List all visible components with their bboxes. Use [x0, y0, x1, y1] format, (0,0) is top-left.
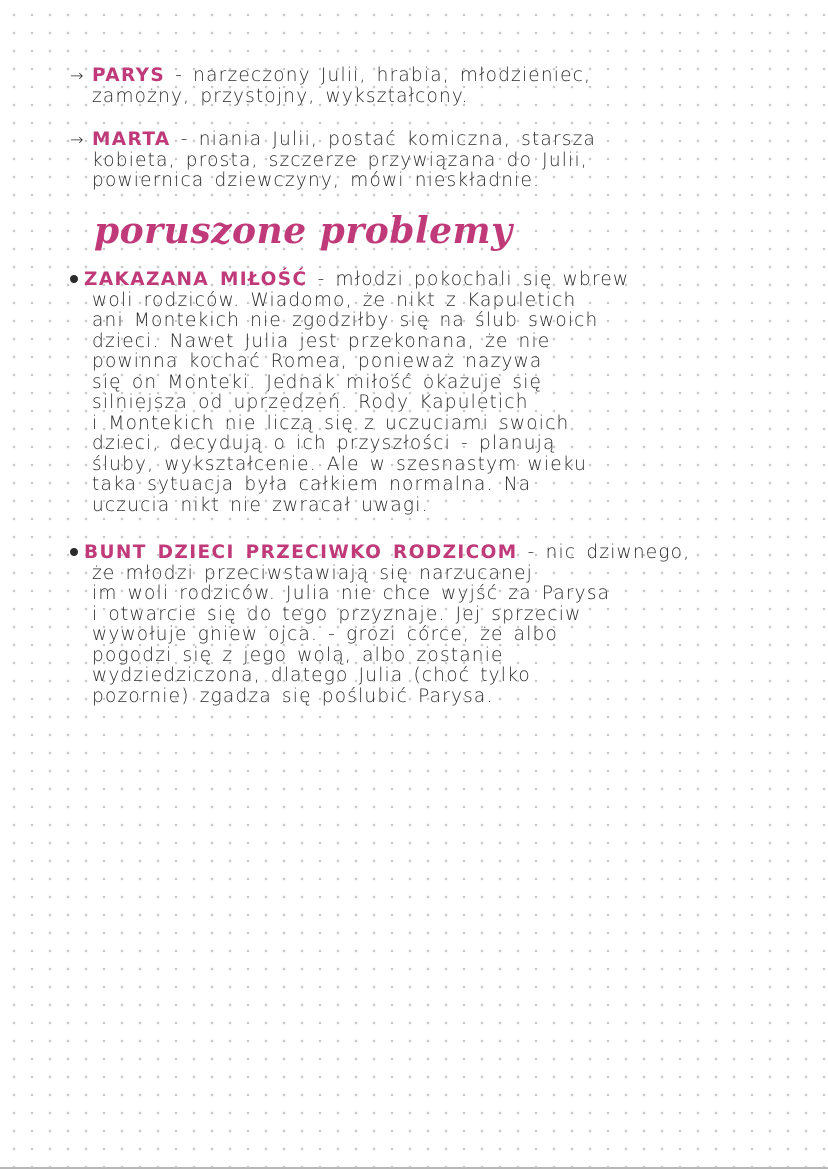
- bunt-term: BUNT DZIECI PRZECIWKO RODZICOM: [84, 542, 518, 563]
- marta-line-1: [70, 130, 770, 151]
- zakazana-line: śluby, wykształcenie. Ale w szesnastym wieku: [92, 453, 588, 475]
- section-heading: poruszone problemy: [94, 210, 513, 252]
- zakazana-line: się on Monteki. Jednak miłość okazuje się: [92, 371, 543, 393]
- zakazana-line: dzieci. Nawet Julia jest przekonana, że nie: [92, 330, 551, 352]
- marta-line-3: powiernica dziewczyny, mówi nieskładnie.: [92, 170, 541, 191]
- arrow-icon: →: [70, 66, 85, 85]
- character-marta: [70, 130, 770, 192]
- zakazana-term: ZAKAZANA MIŁOŚĆ: [84, 269, 308, 290]
- parys-term: PARYS: [92, 65, 166, 86]
- problem-zakazana-milosc: [70, 270, 770, 516]
- bunt-line: pogodzi się z jego wolą, albo zostanie: [92, 644, 504, 666]
- bunt-line-1: [70, 543, 770, 564]
- zakazana-line: woli rodziców. Wiadomo, że nikt z Kapuletich: [92, 289, 577, 311]
- bunt-desc-1: - nic dziwnego,: [517, 542, 691, 563]
- page-bottom-edge: [0, 1167, 828, 1169]
- marta-term: MARTA: [92, 129, 171, 150]
- marta-line-2: kobieta, prosta, szczerze przywiązana do Julii,: [92, 149, 588, 171]
- zakazana-line: taka sytuacja była całkiem normalna. Na: [92, 474, 532, 495]
- bullet-icon: [70, 543, 84, 557]
- zakazana-line: powinna kochać Romea, ponieważ nazywa: [92, 351, 543, 372]
- zakazana-line: i Montekich nie liczą się z uczuciami swoich: [92, 412, 570, 434]
- character-parys: [70, 66, 770, 107]
- zakazana-line: ani Montekich nie zgodziłby się na ślub swoich: [92, 310, 599, 331]
- bunt-line: wywołuje gniew ojca. - grozi córce, że albo: [92, 624, 559, 645]
- bunt-line: wydziedziczona, dlatego Julia (choć tylko: [92, 665, 531, 686]
- zakazana-desc-1: - młodzi pokochali się wbrew: [307, 269, 630, 290]
- parys-line-2: zamożny, przystojny, wykształcony.: [92, 85, 469, 107]
- bullet-icon: [70, 270, 84, 284]
- zakazana-line: dzieci, decydują o ich przyszłości - planują: [92, 433, 556, 454]
- zakazana-line: silniejsza od uprzedzeń. Rody Kapuletich: [92, 392, 529, 413]
- marta-desc-1: - niania Julii, postać komiczna, starsza: [170, 129, 597, 150]
- bunt-line: pozornie) zgadza się poślubić Parysa.: [92, 685, 494, 707]
- parys-line-1: [70, 66, 770, 87]
- parys-desc-1: - narzeczony Julii, hrabia, młodzieniec,: [165, 65, 592, 86]
- bunt-line: że młodzi przeciwstawiają się narzucanej: [92, 562, 534, 584]
- bunt-line: im woli rodziców. Julia nie chce wyjść za Parysa: [92, 583, 611, 604]
- zakazana-line: uczucia nikt nie zwracał uwagi.: [92, 494, 429, 516]
- problem-bunt-dzieci: [70, 543, 770, 707]
- arrow-icon: →: [70, 130, 85, 149]
- zakazana-line-1: [70, 270, 770, 291]
- bunt-line: i otwarcie się do tego przyznaje. Jej sprzeciw: [92, 603, 582, 625]
